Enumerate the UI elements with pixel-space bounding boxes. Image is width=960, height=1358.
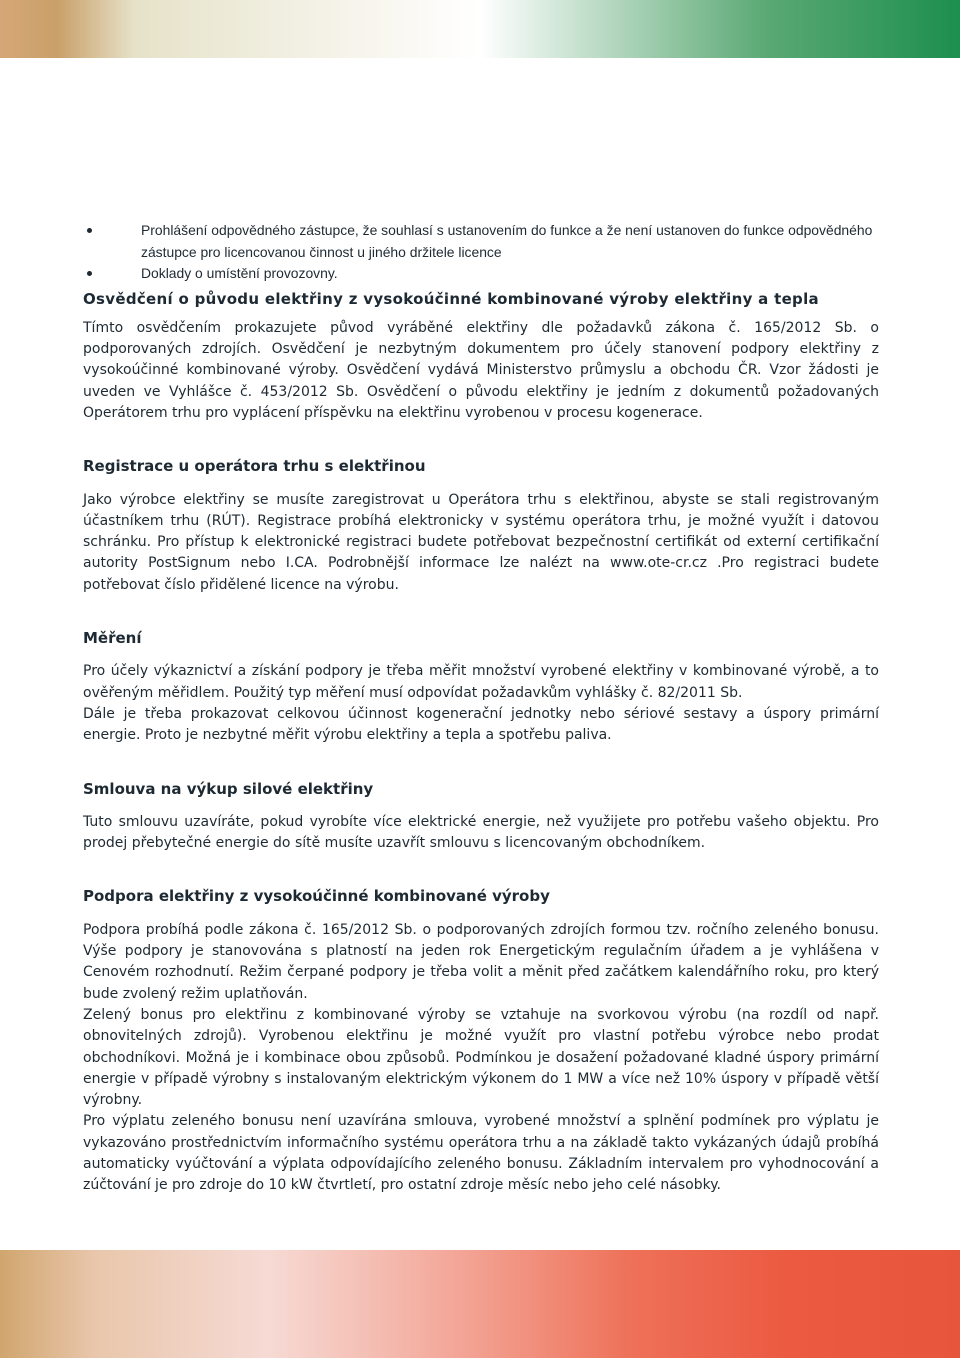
section-heading-purchase-contract: Smlouva na výkup silové elektřiny [83, 779, 374, 798]
section-heading-metering: Měření [83, 629, 142, 648]
section-paragraph: Tímto osvědčením prokazujete původ vyráběné elektřiny dle požadavků zákona č. 165/2012 Sb. o podporovaných zdrojích. Osvědčení je nezbytným dokumentem pro účely stanovení podpory elektřiny z vysokoúčinné kombinované výroby. Osvědčení vydává Ministerstvo průmyslu a obchodu ČR. Vzor žádosti je uveden ve Vyhlášce č. 453/2012 Sb. Osvědčení o původu elektřiny je jedním z dokumentů požadovaných Operátorem trhu pro vyplácení příspěvku na elektřinu vyrobenou v procesu kogenerace. [83, 319, 879, 421]
bullet-icon [87, 228, 92, 233]
list-item [83, 263, 879, 285]
bullet-icon [87, 271, 92, 276]
document-body [83, 220, 879, 1197]
section-heading-registration: Registrace u operátora trhu s elektřinou [83, 457, 426, 476]
section-paragraph: Jako výrobce elektřiny se musíte zaregistrovat u Operátora trhu s elektřinou, abyste se stali registrovaným účastníkem trhu (RÚT). Registrace probíhá elektronicky v systému operátora trhu, je možné využít i datovou schránku. Pro přístup k elektronické registraci budete potřebovat bezpečnostní certifikát od externí certifikační autority PostSignum nebo I.CA. Podrobnější informace lze nalézt na www.ote-cr.cz .Pro registraci budete potřebovat číslo přidělené licence na výrobu. [83, 491, 879, 593]
section-paragraph: Tuto smlouvu uzavíráte, pokud vyrobíte více elektrické energie, než využijete pro potřebu vašeho objektu. Pro prodej přebytečné energie do sítě musíte uzavřít smlouvu s licencovaným obchodníkem. [83, 813, 879, 852]
list-item [83, 220, 879, 263]
requirements-list [83, 220, 879, 285]
list-item-text: Prohlášení odpovědného zástupce, že souhlasí s ustanovením do funkce a že není ustanoven do funkce odpovědného zástupce pro licencovanou činnost u jiného držitele licence [141, 222, 873, 260]
list-item-text: Doklady o umístění provozovny. [141, 265, 338, 281]
section-paragraph: Podpora probíhá podle zákona č. 165/2012 Sb. o podporovaných zdrojích formou tzv. ročního zeleného bonusu. Výše podpory je stanovována s platností na jeden rok Energetickým regulačním úřadem a je vyhlášena v Cenovém rozhodnutí. Režim čerpané podpory je třeba volit a měnit před začátkem kalendářního roku, pro který bude zvolený režim uplatňován. [83, 921, 879, 1002]
top-decorative-band [0, 0, 960, 58]
section-heading-support: Podpora elektřiny z vysokoúčinné kombinované výroby [83, 887, 550, 906]
section-paragraph: Dále je třeba prokazovat celkovou účinnost kogenerační jednotky nebo sériové sestavy a úspory primární energie. Proto je nezbytné měřit výrobu elektřiny a tepla a spotřebu paliva. [83, 705, 879, 744]
section-paragraph: Pro výplatu zeleného bonusu není uzavírána smlouva, vyrobené množství a splnění podmínek pro výplatu je vykazováno prostřednictvím informačního systému operátora trhu a na základě takto vykázaných údajů probíhá automaticky vyúčtování a výplata odpovídajícího zeleného bonusu. Základním intervalem pro vyhodnocování a zúčtování je pro zdroje do 10 kW čtvrtletí, pro ostatní zdroje měsíc nebo jeho celé násobky. [83, 1113, 879, 1194]
section-paragraph: Zelený bonus pro elektřinu z kombinované výroby se vztahuje na svorkovou výrobu (na rozdíl od např. obnovitelných zdrojů). Vyrobenou elektřinu je možné využít pro vlastní potřebu výrobce nebo prodat obchodníkovi. Možná je i kombinace obou způsobů. Podmínkou je dosažení požadované kladné úspory primární energie v případě výrobny s instalovaným elektrickým výkonem do 1 MW a více než 10% úspory v případě větší výrobny. [83, 1006, 879, 1109]
section-heading-certificate: Osvědčení o původu elektřiny z vysokoúčinné kombinované výroby elektřiny a tepla [83, 289, 819, 308]
bottom-decorative-band [0, 1250, 960, 1358]
section-paragraph: Pro účely výkaznictví a získání podpory je třeba měřit množství vyrobené elektřiny v kombinované výrobě, a to ověřeným měřidlem. Použitý typ měření musí odpovídat požadavkům vyhlášky č. 82/2011 Sb. [83, 663, 879, 701]
